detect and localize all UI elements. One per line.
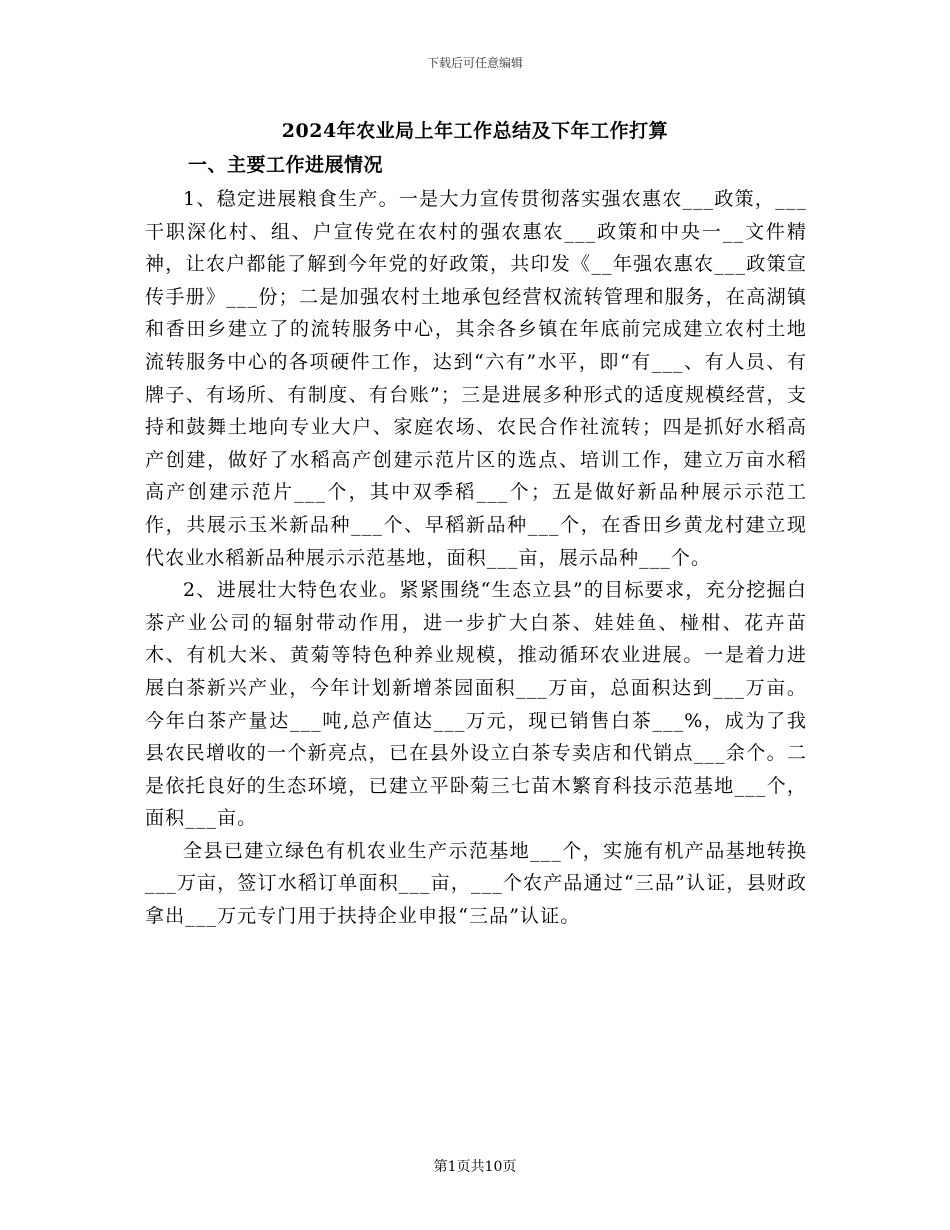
section-heading: 一、主要工作进展情况 — [188, 154, 384, 176]
paragraph-grain-production: 1、稳定进展粮食生产。一是大力宣传贯彻落实强农惠农___政策，___干职深化村、组、户宣传党在农村的强农惠农___政策和中央一__文件精神，让农户都能了解到今年党的好政策，共印发《__年强农惠农___政策宣传手册》___份；二是加强农村土地承包经营权流转管理和服务，在高湖镇和香田乡建立了的流转服务中心，其余各乡镇在年底前完成建立农村土地流转服务中心的各项硬件工作，达到“六有”水平，即“有___、有人员、有牌子、有场所、有制度、有台账”；三是进展多种形式的适度规模经营，支持和鼓舞土地向专业大户、家庭农场、农民合作社流转；四是抓好水稻高产创建，做好了水稻高产创建示范片区的选点、培训工作，建立万亩水稻高产创建示范片___个，其中双季稻___个；五是做好新品种展示示范工作，共展示玉米新品种___个、早稻新品种___个，在香田乡黄龙村建立现代农业水稻新品种展示示范基地，面积___亩，展示品种___个。 — [145, 188, 807, 569]
paragraph-specialty-agriculture: 2、进展壮大特色农业。紧紧围绕“生态立县”的目标要求，充分挖掘白茶产业公司的辐射带动作用，进一步扩大白茶、娃娃鱼、椪柑、花卉苗木、有机大米、黄菊等特色种养业规模，推动循环农业进展。一是着力进展白茶新兴产业，今年计划新增茶园面积___万亩，总面积达到___万亩。今年白茶产量达___吨,总产值达___万元，现已销售白茶___%，成为了我县农民增收的一个新亮点，已在县外设立白茶专卖店和代销点___余个。二是依托良好的生态环境，已建立平卧菊三七苗木繁育科技示范基地___个，面积___亩。 — [145, 579, 807, 830]
page-number-footer: 第1页共10页 — [433, 1159, 517, 1175]
document-body — [145, 183, 807, 933]
document-title: 2024年农业局上年工作总结及下年工作打算 — [281, 120, 669, 142]
header-note: 下载后可任意编辑 — [426, 56, 523, 70]
paragraph-green-organic-bases: 全县已建立绿色有机农业生产示范基地___个，实施有机产品基地转换___万亩，签订水稻订单面积___亩，___个农产品通过“三品”认证，县财政拿出___万元专门用于扶持企业申报“三品”认证。 — [145, 839, 807, 928]
